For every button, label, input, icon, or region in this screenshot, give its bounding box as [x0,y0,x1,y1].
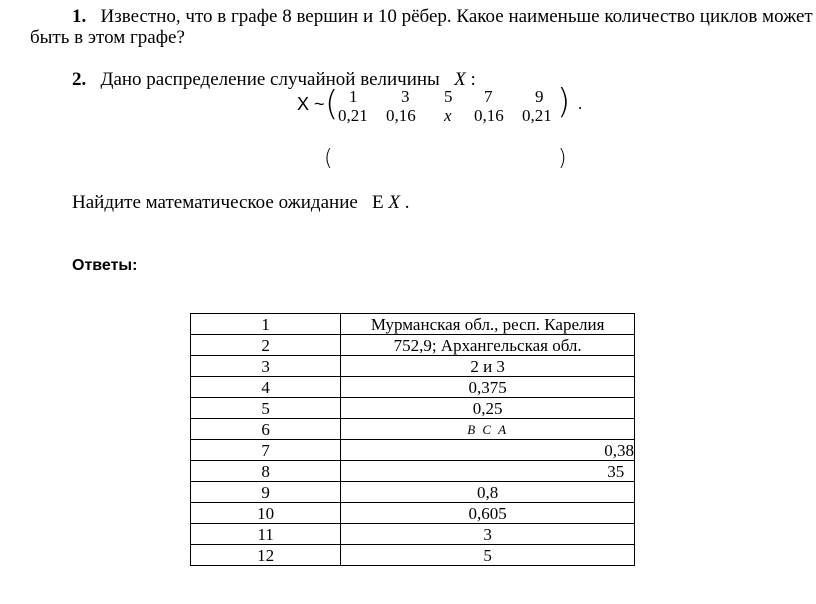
row-answer: 752,9; Архангельская обл. [341,335,635,356]
top-value: 1 [349,87,358,106]
problem2-intro-text: Дано распределение случайной величины [100,69,440,90]
row-answer: Мурманская обл., респ. Карелия [341,314,635,335]
problem1-text: Известно, что в графе 8 вершин и 10 рёбер. Какое наименьше количество циклов может [100,6,813,27]
row-answer: 0,25 [341,398,635,419]
table-row [191,461,635,482]
table-row [191,524,635,545]
bottom-value: 0,21 [338,106,368,125]
left-paren-icon: ( [325,84,339,124]
left-bracket-fragment-icon: ( [324,146,333,171]
problem1-line2: быть в этом графе? [30,27,185,48]
row-number: 5 [191,398,341,419]
table-row [191,377,635,398]
row-number: 8 [191,461,341,482]
right-bracket-fragment-icon: ) [558,146,567,171]
row-number: 9 [191,482,341,503]
distribution-prefix: X ~ [297,94,325,114]
row-number: 10 [191,503,341,524]
top-value: 3 [401,87,410,106]
top-value: 9 [535,87,544,106]
bottom-value: 0,21 [522,106,552,125]
row-answer: 35 [341,461,635,482]
table-row [191,398,635,419]
distribution-matrix [0,88,816,128]
answers-table [190,313,635,566]
row-answer: 0,38 [341,440,635,461]
question-end: . [404,192,410,213]
problem2-question [72,192,410,214]
question-text: Найдите математическое ожидание [72,192,358,213]
problem1-line1 [72,6,813,28]
row-number: 6 [191,419,341,440]
answers-heading: Ответы: [72,257,138,274]
problem1-number: 1. [72,6,87,27]
table-row [191,503,635,524]
row-answer: 5 [341,545,635,566]
table-row [191,545,635,566]
row-answer: 3 [341,524,635,545]
row-number: 7 [191,440,341,461]
row-answer: 0,375 [341,377,635,398]
bottom-value: 0,16 [386,106,416,125]
table-row [191,356,635,377]
row-number: 4 [191,377,341,398]
expectation-variable: X [388,192,401,213]
top-value: 7 [484,87,493,106]
expectation-symbol: E [372,192,384,213]
table-row [191,482,635,503]
row-answer: 0,605 [341,503,635,524]
problem2-colon: : [470,69,476,90]
right-paren-icon: ) [557,82,571,122]
row-number: 11 [191,524,341,545]
table-row [191,419,635,440]
bottom-value: x [444,106,452,125]
row-number: 12 [191,545,341,566]
row-answer: 0,8 [341,482,635,503]
bottom-value: 0,16 [474,106,504,125]
problem2-variable: X [454,69,466,90]
distribution-end-dot: . [578,94,583,113]
table-row [191,440,635,461]
row-number: 1 [191,314,341,335]
top-value: 5 [444,87,453,106]
row-answer: B C A [341,419,635,440]
row-number: 2 [191,335,341,356]
table-row [191,314,635,335]
row-answer: 2 и 3 [341,356,635,377]
row-number: 3 [191,356,341,377]
problem2-number: 2. [72,69,87,90]
table-row [191,335,635,356]
